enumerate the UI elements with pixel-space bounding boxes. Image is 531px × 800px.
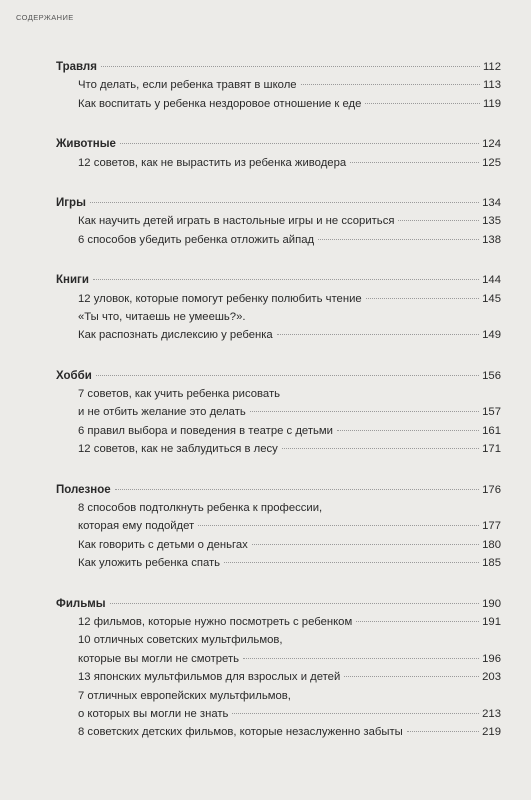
entry-title: Как научить детей играть в настольные игры и не ссориться — [78, 215, 395, 228]
entry-title: Что делать, если ребенка травят в школе — [78, 79, 297, 92]
toc-section-heading — [56, 367, 501, 385]
toc-entry — [56, 403, 501, 421]
dot-leader — [115, 489, 480, 490]
toc-entry — [56, 687, 501, 705]
page-number: 145 — [482, 292, 501, 305]
toc-entry — [56, 76, 501, 94]
toc-entry — [56, 308, 501, 326]
page-number: 171 — [482, 443, 501, 456]
toc-entry — [56, 517, 501, 535]
toc-entry — [56, 385, 501, 403]
section-title: Хобби — [56, 369, 92, 382]
page-number: 113 — [482, 79, 501, 92]
toc-entry — [56, 440, 501, 458]
dot-leader — [224, 562, 479, 563]
toc-entry — [56, 631, 501, 649]
toc-entry — [56, 554, 501, 572]
entry-title: «Ты что, читаешь не умеешь?». — [78, 310, 246, 323]
page-number: 149 — [482, 329, 501, 342]
table-of-contents — [56, 58, 501, 764]
entry-title: Как воспитать у ребенка нездоровое отношение к еде — [78, 97, 362, 110]
toc-entry — [56, 231, 501, 249]
dot-leader — [232, 713, 479, 714]
dot-leader — [350, 162, 479, 163]
entry-title: 12 уловок, которые помогут ребенку полюбить чтение — [78, 292, 362, 305]
page-number: 213 — [482, 707, 501, 720]
page-number: 144 — [482, 274, 501, 287]
dot-leader — [120, 143, 479, 144]
toc-entry — [56, 536, 501, 554]
dot-leader — [318, 239, 479, 240]
toc-entry — [56, 422, 501, 440]
toc-entry — [56, 499, 501, 517]
page-number: 135 — [482, 215, 501, 228]
page-number: 134 — [482, 196, 501, 209]
entry-title: 13 японских мультфильмов для взрослых и детей — [78, 671, 341, 684]
entry-title: 12 фильмов, которые нужно посмотреть с ребенком — [78, 615, 353, 628]
dot-leader — [110, 603, 480, 604]
toc-entry — [56, 326, 501, 344]
dot-leader — [407, 731, 479, 732]
dot-leader — [101, 66, 480, 67]
toc-section-heading — [56, 271, 501, 289]
entry-title: 7 отличных европейских мультфильмов, — [78, 689, 291, 702]
entry-title: 7 советов, как учить ребенка рисовать — [78, 388, 281, 401]
dot-leader — [337, 430, 479, 431]
dot-leader — [250, 411, 479, 412]
entry-title: Как уложить ребенка спать — [78, 557, 221, 570]
toc-section-heading — [56, 135, 501, 153]
entry-title: о которых вы могли не знать — [78, 707, 229, 720]
toc-section — [56, 135, 501, 172]
toc-section-heading — [56, 194, 501, 212]
page-number: 203 — [482, 671, 501, 684]
dot-leader — [366, 298, 479, 299]
page-number: 124 — [482, 138, 501, 151]
page-number: 125 — [482, 156, 501, 169]
page-number: 138 — [482, 233, 501, 246]
dot-leader — [93, 279, 479, 280]
entry-title: 6 способов убедить ребенка отложить айпад — [78, 233, 315, 246]
toc-entry — [56, 668, 501, 686]
page-number: 196 — [482, 652, 501, 665]
entry-title: 6 правил выбора и поведения в театре с детьми — [78, 424, 333, 437]
toc-section-heading — [56, 481, 501, 499]
page-number: 156 — [482, 369, 501, 382]
toc-section — [56, 595, 501, 742]
toc-entry — [56, 212, 501, 230]
section-title: Травля — [56, 61, 97, 73]
toc-section — [56, 271, 501, 345]
entry-title: 10 отличных советских мультфильмов, — [78, 634, 283, 647]
dot-leader — [243, 658, 479, 659]
toc-section — [56, 481, 501, 573]
entry-title: 8 способов подтолкнуть ребенка к профессии, — [78, 502, 323, 515]
toc-entry — [56, 705, 501, 723]
page-number: 219 — [482, 726, 501, 739]
section-title: Книги — [56, 274, 89, 287]
dot-leader — [365, 103, 480, 104]
dot-leader — [252, 544, 479, 545]
entry-title: 12 советов, как не вырастить из ребенка живодера — [78, 156, 347, 169]
toc-section — [56, 367, 501, 459]
dot-leader — [277, 334, 479, 335]
section-title: Полезное — [56, 483, 111, 496]
page-number: 180 — [482, 538, 501, 551]
dot-leader — [398, 220, 479, 221]
entry-title: 8 советских детских фильмов, которые незаслуженно забыты — [78, 726, 403, 739]
page-number: 185 — [482, 557, 501, 570]
entry-title: Как распознать дислексию у ребенка — [78, 329, 273, 342]
toc-section — [56, 194, 501, 249]
dot-leader — [96, 375, 479, 376]
dot-leader — [90, 202, 479, 203]
toc-section — [56, 58, 501, 113]
page-number: 119 — [482, 97, 501, 110]
entry-title: 12 советов, как не заблудиться в лесу — [78, 443, 278, 456]
dot-leader — [198, 525, 479, 526]
page-number: 190 — [482, 597, 501, 610]
page-number: 161 — [482, 424, 501, 437]
toc-entry — [56, 95, 501, 113]
toc-section-heading — [56, 58, 501, 76]
toc-section-heading — [56, 595, 501, 613]
page-number: 112 — [482, 61, 501, 73]
section-title: Фильмы — [56, 597, 106, 610]
entry-title: которые вы могли не смотреть — [78, 652, 240, 665]
dot-leader — [282, 448, 479, 449]
toc-entry — [56, 154, 501, 172]
toc-entry — [56, 613, 501, 631]
entry-title: которая ему подойдет — [78, 520, 195, 533]
page-number: 157 — [482, 406, 501, 419]
dot-leader — [301, 84, 480, 85]
running-head: СОДЕРЖАНИЕ — [16, 13, 74, 22]
toc-entry — [56, 723, 501, 741]
toc-entry — [56, 650, 501, 668]
page-number: 191 — [482, 615, 501, 628]
page-number: 177 — [482, 520, 501, 533]
entry-title: и не отбить желание это делать — [78, 406, 246, 419]
page-number: 176 — [482, 483, 501, 496]
entry-title: Как говорить с детьми о деньгах — [78, 538, 248, 551]
toc-entry — [56, 290, 501, 308]
dot-leader — [344, 676, 479, 677]
dot-leader — [356, 621, 479, 622]
section-title: Животные — [56, 138, 116, 151]
section-title: Игры — [56, 196, 86, 209]
